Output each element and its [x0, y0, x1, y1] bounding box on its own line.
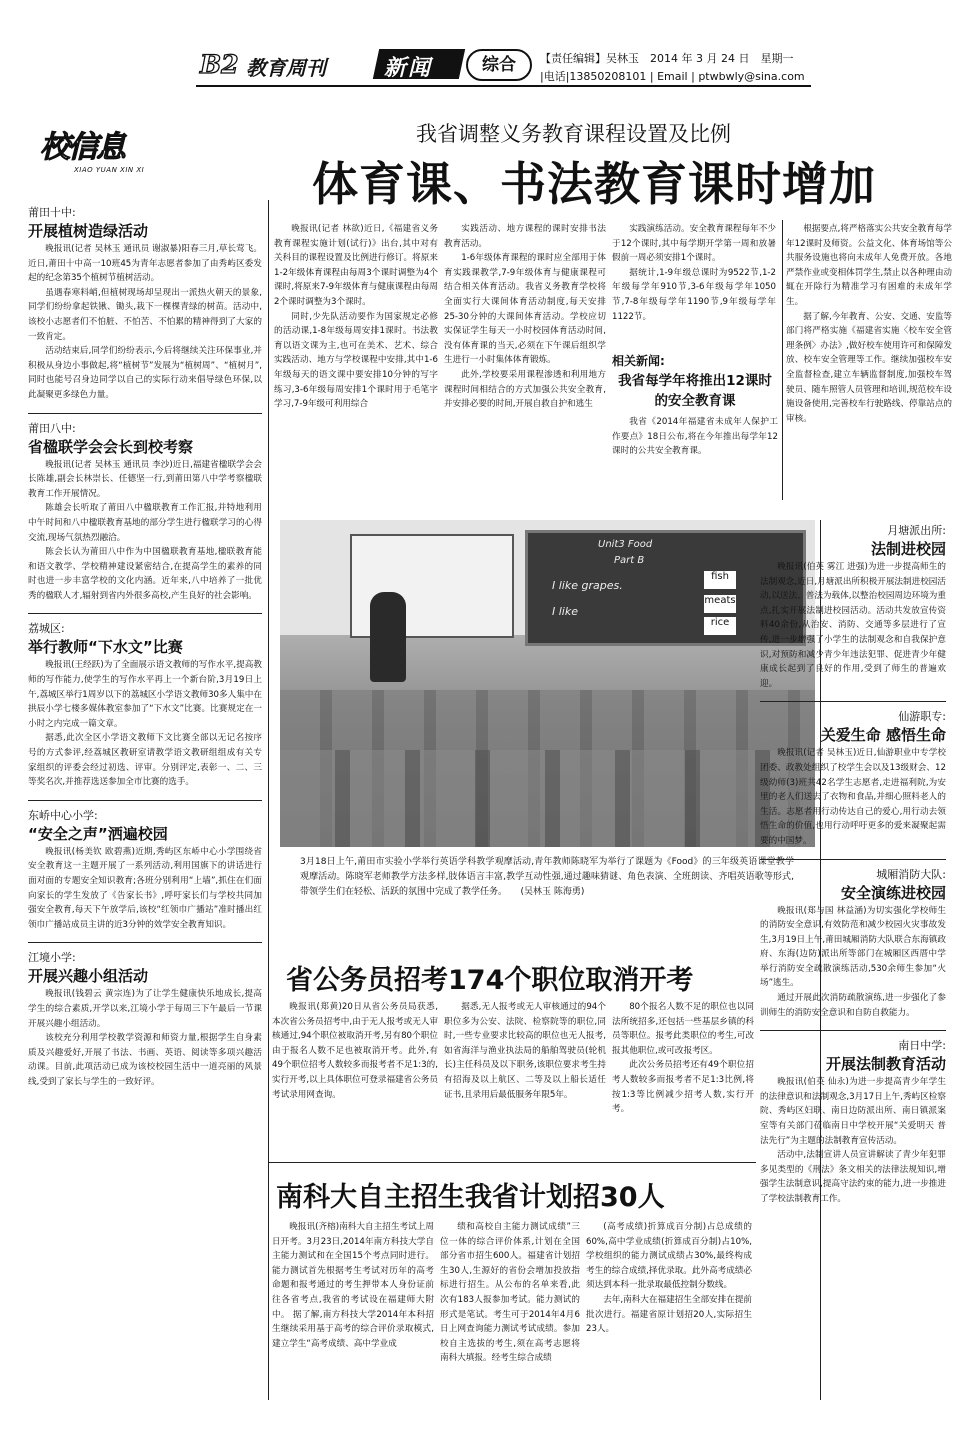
related-news-label: 相关新闻: — [612, 354, 665, 368]
article-paragraph: 据了解,今年教育、公安、交通、安监等部门将严格实施《福建省实施〈校车安全管理条例〉办法》,做好校车使用许可和保障发放、校车安全管理等工作。继续加强校车安全监督检查,建立车辆监督制度,加强校车驾驶员、随车照管人员管理和培训,规范校车设施设备使用,完善校车行驶路线、停靠站点的审核。 — [786, 311, 952, 424]
paper-name: 教育周刊 — [246, 56, 326, 80]
brief-paragraph: 该校充分利用学校教学资源和师资力量,根据学生自身素质及兴趣爱好,开展了书法、书画、英语、阅读等多项兴趣活动课。目前,此项活动已成为该校校园生活中一道亮丽的风景线,受到了家长与学生的一致好评。 — [28, 1033, 262, 1087]
brief-body — [760, 560, 946, 691]
brief-paragraph: 活动中,法制宣讲人员宣讲解读了青少年犯罪多见类型的《刑法》条文相关的法律法规知识,增强学生法制意识,提高守法约束的能力,进一步推进了学校法制教育工作。 — [760, 1150, 946, 1204]
brief-body — [28, 242, 262, 403]
brief-paragraph: 虽遇春寒料峭,但植树现场却呈现出一派热火朝天的景象,同学们纷纷拿起铁锹、锄头,栽下一棵棵青绿的树苗。活动中,该校小志愿者们不怕脏、不怕苦、不怕累的精神得到了大家的一致肯定。 — [28, 287, 262, 342]
editor-line: 【责任编辑】吴林玉 2014 年 3 月 24 日 星期一 — [540, 52, 794, 65]
campus-logo — [36, 122, 146, 177]
sustech-title: 南科大自主招生我省计划招30人 — [276, 1182, 665, 1213]
classroom-photo — [280, 520, 815, 847]
article-paragraph: 80个报名人数不足的职位也以同法所统招多,还包括一些基层乡镇的科员等职位。报考此类职位的考生,可改报其他职位,或可改报考区。 — [612, 1002, 754, 1056]
brief-title: 省楹联学会会长到校考察 — [28, 437, 194, 456]
brief-paragraph: 陈雄会长听取了莆田八中楹联教育工作汇报,并特地利用中午时间和八中楹联教育基地的部分学生进行楹联学习的心得交流,现场气氛热烈融洽。 — [28, 503, 262, 543]
brief-kicker: 东峤中心小学: — [28, 808, 98, 822]
sustech-col2 — [440, 1220, 580, 1410]
brief-paragraph: 晚报讯(郑与国 林益涵)为切实强化学校师生的消防安全意识,有效防范和减少校园火灾事故发生,3月19日上午,莆田城厢消防大队联合东海镇政府、东海(边防)派出所等部门在城厢区西厝中学举行消防安全疏散演练活动,530余师生参加“火场”逃生。 — [760, 905, 946, 989]
brief-body — [28, 845, 262, 933]
right-column-stories — [760, 522, 946, 1402]
article-paragraph: 去年,南科大在福建招生全部安排在提前批次进行。福建省原计划招20人,实际招生23人。 — [586, 1294, 752, 1335]
campus-logo-pinyin: XIAO YUAN XIN XI — [74, 166, 145, 174]
related-news — [612, 352, 778, 500]
brief-kicker: 莆田八中: — [28, 421, 76, 435]
brief-body — [28, 987, 262, 1089]
article-paragraph: 此外,学校要采用课程渗透和利用地方课程时间相结合的方式加强公共安全教育,并安排必要的时间,开展自救自护和逃生 — [444, 369, 606, 410]
main-article-col1 — [274, 222, 438, 500]
news-brief — [760, 701, 946, 848]
page-code: B2 — [200, 50, 239, 79]
brief-body — [760, 1075, 946, 1206]
campus-logo-main: 校信息 — [40, 130, 124, 165]
article-paragraph: 1-6年级体育课程的课时应全部用于体育实践课教学,7-9年级体育与健康课程可结合相关体育活动。我省义务教育学校将全面实行大课间体育活动制度,每天安排25-30分钟的大课间体育活动。学校应切实保证学生每天一小时校园体育活动时间,没有体育课的当天,必须在下午课后组织学生进行一小时集体体育锻炼。 — [444, 253, 606, 366]
brief-title: 开展法制教育活动 — [825, 1055, 946, 1074]
brief-body — [760, 904, 946, 1021]
board-line-2: Part B — [614, 555, 645, 566]
brief-kicker: 仙游职专: — [898, 710, 946, 724]
related-news-title: 我省每学年将推出12课时的安全教育课 — [618, 373, 772, 409]
brief-title: “安全之声”洒遍校园 — [28, 824, 168, 843]
flashcard-meats: meats — [704, 595, 736, 613]
flashcard-fish: fish — [704, 571, 736, 589]
sustech-col1: 晚报讯(齐榕)南科大自主招生考试上周日开考。3月23日,2014年南方科技大学自主能力测试和在全国15个考点同时进行。能力测试首先根据考生考试对历年的高考命题和报考通过的考生押带本人身份证前往各省考点,我省的考试设在福建师大附中。 据了解,南方科技大学2014年本科招生继续采用基于高考的综合评价录取模式,建立学生“高考成绩、高中学业成 — [272, 1222, 434, 1349]
brief-kicker: 南日中学: — [898, 1039, 946, 1053]
brief-body — [28, 658, 262, 789]
news-brief — [28, 613, 262, 789]
civil-title: 省公务员招考174个职位取消开考 — [286, 965, 694, 996]
masthead-rule — [196, 85, 811, 87]
news-brief — [760, 859, 946, 1021]
flashcard-rice: rice — [704, 617, 736, 635]
brief-body — [28, 458, 262, 604]
brief-title: 安全演练进校园 — [840, 883, 946, 902]
brief-kicker: 城厢消防大队: — [876, 867, 946, 881]
brief-paragraph: 晚报讯(杨美钦 欧碧燕)近期,秀屿区东峤中心小学围绕省安全教育这一主题开展了一系列活动,利用国旗下的讲话进行面对面的专题安全知识教育;各班分别利用“上墙”,抓住在们面向家长的学生发放了《告家长书》,呼吁家长们与学校共同加强安全教育,每天下午放学后,该校“红领巾广播站”准时播出红领巾广播站成员主讲的近3分钟的效学安全教育知识。 — [28, 846, 262, 930]
brief-title: 开展兴趣小组活动 — [28, 967, 149, 986]
article-paragraph: 据统计,1-9年级总课时为9522节,1-2年级每学年910节,3-6年级每学年1050节,7-8年级每学年1190节,9年级每学年1122节。 — [612, 267, 776, 322]
article-paragraph: 绩和高校自主能力测试成绩”三位一体的综合评价体系,计划在全国部分省市招生600人。福建省计划招生30人,生源好的省份会增加投放指标进行招生。从公布的名单来看,此次有183人报参加考试。能力测试的形式是笔试。考生可于2014年4月6日上网查询能力测试考试成绩。参加校自主选拔的考生,须在高考志愿将南科大填报。经考生综合成绩 — [440, 1222, 580, 1364]
brief-paragraph: 晚报讯(记者 吴林玉 通讯员 谢淑暴)阳春三月,草长莺飞。近日,莆田十中高一10班45为青年志愿者参加了由秀屿区委发起的纪念第35个植树节植树活动。 — [28, 244, 262, 284]
teacher-figure — [370, 592, 406, 682]
board-line-3: I like grapes. — [552, 579, 623, 592]
article-paragraph: 此次公务员招考还有49个职位招考人数较多而报考者不足1:3比例,将按1:3等比例减少招考人数,实行开考。 — [612, 1060, 754, 1115]
brief-paragraph: 通过开展此次消防疏散演练,进一步强化了参训师生的消防安全意识和自防自救能力。 — [760, 993, 946, 1018]
news-brief — [28, 942, 262, 1089]
brief-kicker: 莆田十中: — [28, 206, 76, 219]
photo-caption: 3月18日上午,莆田市实验小学举行英语学科教学观摩活动,青年教师陈晓军为举行了课题为《Food》的三年级英语课堂教学观摩活动。陈晓军老师教学方法多样,肢体语言丰富,教学互动性强,通过趣味猜谜、角色表演、全班朗读、齐唱英语歌等形式,带领学生们在轻松、活跃的氛围中完成了教学任务。 (吴林玉 陈海勇) — [300, 857, 794, 897]
civil-col3 — [612, 1000, 754, 1160]
civil-bottom-rule — [268, 1162, 756, 1163]
brief-title: 举行教师“下水文”比赛 — [28, 638, 183, 657]
section-logo — [376, 47, 464, 81]
article-paragraph: 实践活动、地方课程的课时安排书法教育活动。 — [444, 224, 606, 249]
article-paragraph: 根据要点,将严格落实公共安全教育每学年12课时及师资。公益文化、体育场馆等公共服务设施也将向未成年人免费开放。各地严禁作业或变相体罚学生,禁止以各种理由动辄在开除行为精准学习有困难的未成年学生。 — [786, 224, 952, 307]
brief-body — [760, 746, 946, 848]
brief-paragraph: 晚报讯(记者 吴林玉)近日,仙游职业中专学校团委、政教处组织了校学生会以及13级财会、12级幼师(3)班共42名学生志愿者,走进福利院,为安里的老人们送去了衣物和食品,并细心照料老人的生活。志愿者用行动传达自己的爱心,用行动去领悟生命的价值,也用行动呼吁更多的爱来凝聚起需要的中国梦。 — [760, 748, 946, 846]
brief-paragraph: 晚报讯(伯英 仙永)为进一步提高青少年学生的法律意识和法制观念,3月17日上午,秀屿区检察院、秀屿区妇联、南日边防派出所、南日镇派案室等有关部门莅临南日中学校开展“关爱明天 普法先行”为主题的法制教育宣传活动。 — [760, 1077, 946, 1146]
left-column-rule — [268, 200, 269, 1400]
right-column-rule-top — [782, 220, 783, 500]
left-column — [28, 204, 262, 1400]
board-line-1: Unit3 Food — [598, 539, 653, 550]
brief-title: 法制进校园 — [870, 540, 946, 558]
civil-col1: 晚报讯(郑黄)20日从省公务员局获悉,本次省公务员招考中,由于无人报考或无人审核通过,94个职位被取消开考,另有80个职位由于报名人数不足也被取消开考。此外,有49个职位招考人数较多而报考者不足1:3的,实行开考,以上具体职位可登录福建省公务员考试录用网查询。 — [272, 1002, 438, 1100]
section-logo-text: 新闻 — [384, 56, 433, 81]
news-brief — [28, 800, 262, 933]
news-brief — [760, 1030, 946, 1206]
related-news-text: 我省《2014年福建省未成年人保护工作要点》18日公布,将在今年推出每学年12课时的公共安全教育课。 — [612, 417, 778, 457]
section-sub-badge: 综合 — [466, 49, 532, 81]
brief-paragraph: 晚报讯(王经跃)为了全面展示语文教师的写作水平,提高教师的写作能力,使学生的写作水平再上一个新台阶,3月19日上午,荔城区举行1周岁以下的荔城区小学语文教师30多人集中在拱辰小学七楼多媒体教室参加了“下水文”比赛。比赛规定在一小时之内完成一篇文章。 — [28, 660, 262, 729]
main-article-col2 — [444, 222, 606, 500]
brief-paragraph: 晚报讯(记者 吴林玉 通讯员 李沙)近日,福建省楹联学会会长陈雄,副会长林崇长、任德坚一行,到莆田第八中学考察楹联教育工作开展情况。 — [28, 459, 262, 499]
board-line-4: I like — [552, 605, 578, 618]
brief-paragraph: 据悉,此次全区小学语文教师下文比赛全部以无记名按序号的方式参评,经荔城区教研室请教学语文教研组组成有关专家组织的评委会经过初选、评审。分别评定,表彰一、二、三等奖名次,并推荐选送参加全市比赛的选手。 — [28, 733, 262, 788]
news-brief — [28, 204, 262, 403]
main-article-col4 — [786, 222, 952, 500]
brief-paragraph: 活动结束后,同学们纷纷表示,今后将继续关注环保事业,并积极从身边小事做起,将“植树节”发展为“植树周”、“植树月”,同时也能号召身边同学以自己的实际行动来倡导绿色环保,以此凝聚更多绿色力量。 — [28, 346, 262, 400]
news-brief — [760, 522, 946, 691]
brief-paragraph: 晚报讯(伯英 雾江 进强)为进一步提高师生的法制观念,近日,月塘派出所积极开展法制进校园活动,以送法、普法为载体,以整治校园周边环境为重点,扎实开展法制进校园活动。活动共发放宣传资料40余份,从治安、消防、交通等多层进行了宣传,进一步增强了小学生的法制观念和自我保护意识,对预防和减少青少年违法犯罪、促进青少年健康成长起到了良好的作用,受到了师生的普遍欢迎。 — [760, 562, 946, 689]
brief-kicker: 荔城区: — [28, 622, 65, 636]
brief-paragraph: 晚报讯(钱碧云 黄宗连)为了让学生健康快乐地成长,提高学生的综合素质,开学以来,江境小学于每周三下午最后一节课开展兴趣小组活动。 — [28, 989, 262, 1029]
main-article-col3 — [612, 222, 776, 350]
news-brief — [28, 413, 262, 604]
masthead — [0, 0, 977, 95]
civil-col2: 据悉,无人报考或无人审核通过的94个职位多为公安、法院、检察院等的职位,同时,一些专业要求比较高的职位也无人报考,如省海洋与渔业执法局的船舶驾驶员(轮机长)主任科员及以下职务,该职位要求考生持有招海及以上航区、二等及以上船长适任证书,且录用后最低服务年限5年。 — [444, 1002, 606, 1100]
article-paragraph: 实践演练活动。安全教育课程每年不少于12个课时,其中每学期开学第一周和放暑假前一周必须安排1个课时。 — [612, 224, 776, 264]
sustech-col3 — [586, 1220, 752, 1410]
article-paragraph: (高考成绩)折算成百分制)占总成绩的60%,高中学业成绩(折算成百分制)占10%,学校组织的能力测试成绩占30%,最终构成考生的综合成绩,择优录取。此外高考成绩必须达到本科一批录取最低控制分数线。 — [586, 1222, 752, 1291]
brief-title: 关爱生命 感悟生命 — [820, 726, 946, 745]
brief-title: 开展植树造绿活动 — [28, 222, 149, 240]
brief-paragraph: 陈会长认为莆田八中作为中国楹联教育基地,楹联教育能和语文教学、学校精神建设紧密结合,在提高学生的素养的同时也进一步丰富学校的文化内涵。近年来,八中培养了一批优秀的楹联人才,辐射到省内外很多高校,产生良好的社会影响。 — [28, 547, 262, 601]
article-paragraph: 同时,少先队活动要作为国家规定必修的活动课,1-8年级每周安排1课时。书法教育以语文课为主,也可在美术、艺术、综合实践活动、地方与学校课程中安排,其中1-6年级每天的语文课中要安排10分钟的写字练习,3-6年级每周安排1个课时用于毛笔字学习,7-9年级可利用综合 — [274, 311, 438, 410]
brief-kicker: 月塘派出所: — [887, 524, 946, 537]
headline-subtitle: 我省调整义务教育课程设置及比例 — [416, 122, 731, 146]
contact-line: |电话|13850208101 | Email | ptwbwly@sina.com — [540, 70, 805, 83]
headline-title: 体育课、书法教育课时增加 — [312, 157, 876, 211]
article-paragraph: 晚报讯(记者 林欲)近日,《福建省义务教育课程实施计划(试行)》出台,其中对有关科目的课程设置及比例进行修订。将原来1-2年级体育课程由每周3个课时调整为4个课时,将原来7-9年级体育与健康课程由每周2个课时调整为3个课时。 — [274, 224, 438, 307]
brief-kicker: 江境小学: — [28, 951, 76, 965]
